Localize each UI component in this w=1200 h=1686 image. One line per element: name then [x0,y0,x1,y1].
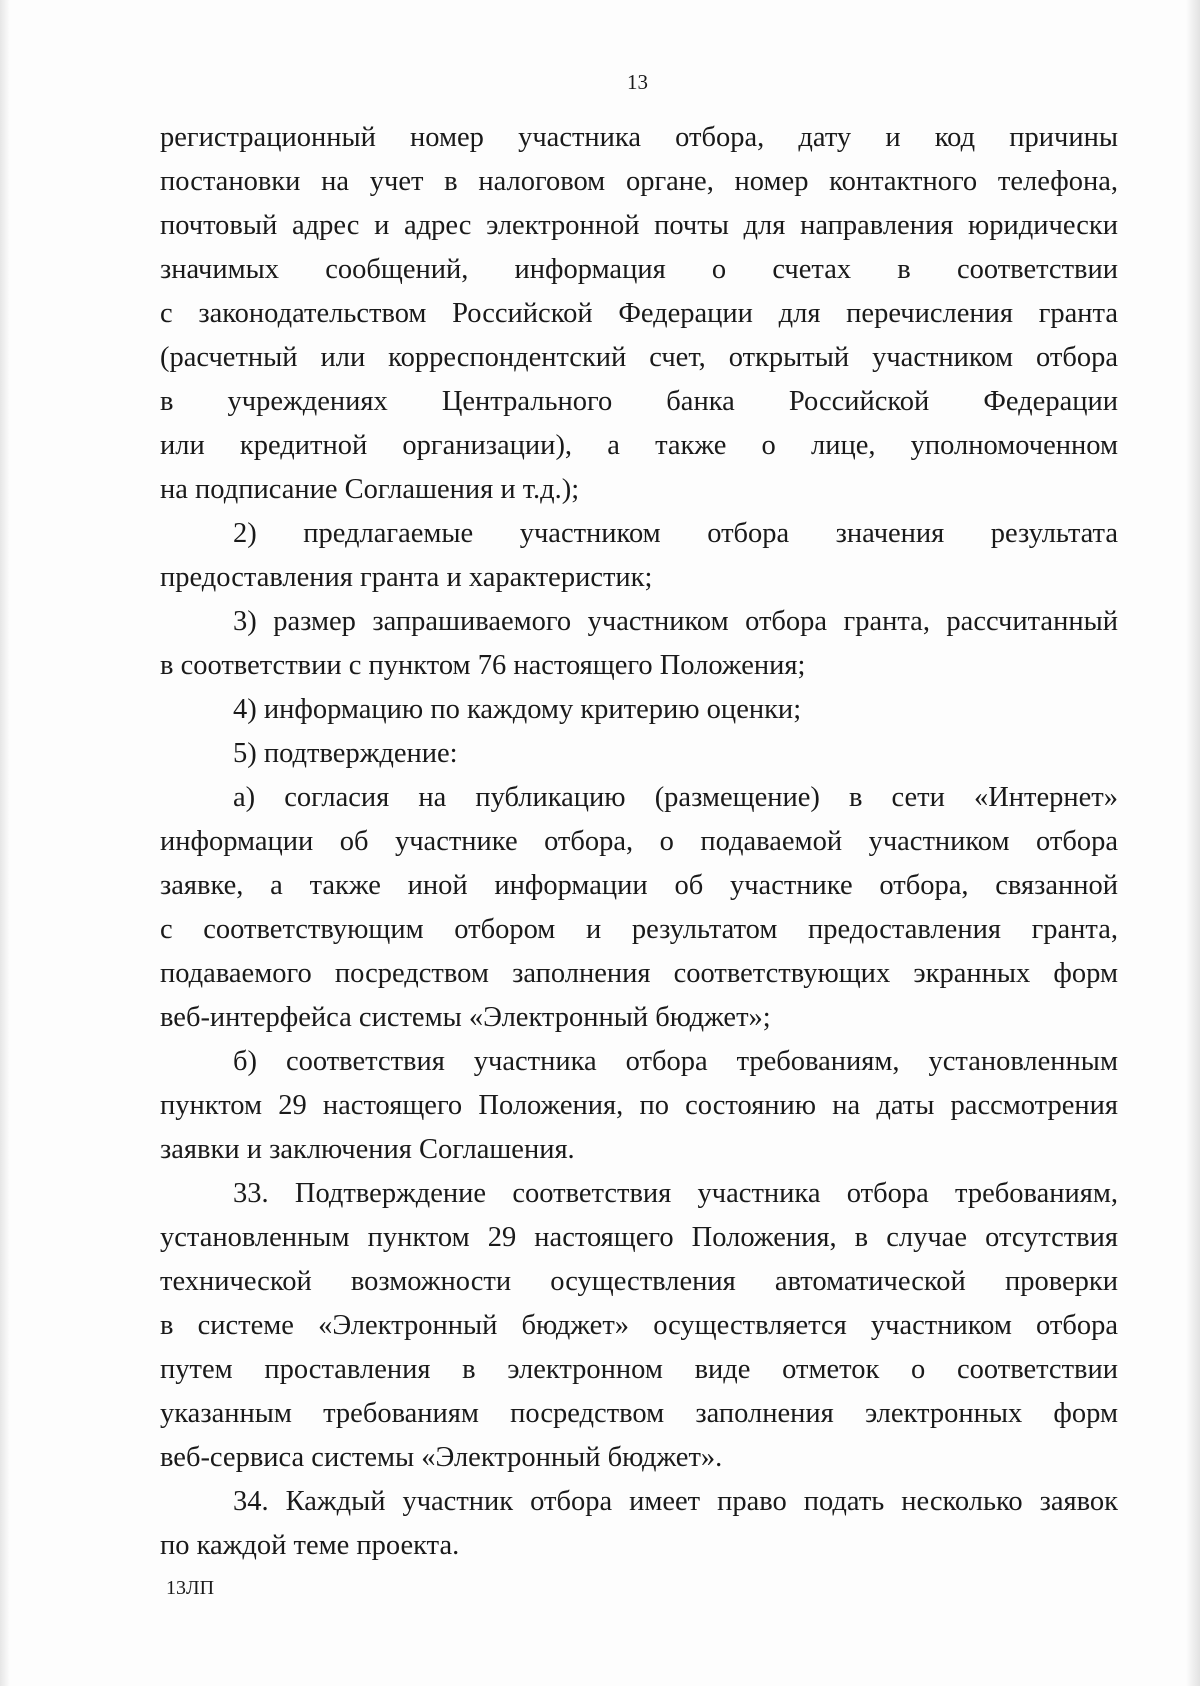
text-line: с соответствующим отбором и результатом предоставления гранта, [160,914,1118,945]
text-line: предоставления гранта и характеристик; [160,562,653,593]
text-line: постановки на учет в налоговом органе, номер контактного телефона, [160,166,1118,197]
text-line: 5) подтверждение: [233,738,458,769]
text-line: а) согласия на публикацию (размещение) в сети «Интернет» [233,782,1118,813]
text-line: 2) предлагаемые участником отбора значения результата [233,518,1118,549]
text-line: (расчетный или корреспондентский счет, открытый участником отбора [160,342,1118,373]
text-line: указанным требованиям посредством заполнения электронных форм [160,1398,1118,1429]
text-line: путем проставления в электронном виде отметок о соответствии [160,1354,1118,1385]
text-line: 4) информацию по каждому критерию оценки; [233,694,802,725]
text-line: подаваемого посредством заполнения соответствующих экранных форм [160,958,1118,989]
text-line: заявки и заключения Соглашения. [160,1134,575,1165]
text-line: технической возможности осуществления автоматической проверки [160,1266,1118,1297]
text-line: на подписание Соглашения и т.д.); [160,474,580,505]
text-line: 3) размер запрашиваемого участником отбора гранта, рассчитанный [233,606,1118,637]
text-line: установленным пунктом 29 настоящего Положения, в случае отсутствия [160,1222,1118,1253]
document-body [160,116,1118,1568]
text-line: 33. Подтверждение соответствия участника отбора требованиям, [233,1178,1118,1209]
text-line: веб-интерфейса системы «Электронный бюджет»; [160,1002,771,1033]
footer-document-code: 13ЛП [166,1577,215,1599]
text-line: регистрационный номер участника отбора, дату и код причины [160,122,1118,153]
page-number: 13 [627,70,648,94]
text-line: веб-сервиса системы «Электронный бюджет». [160,1442,723,1473]
text-line: по каждой теме проекта. [160,1530,460,1561]
text-line: в учреждениях Центрального банка Российской Федерации [160,386,1118,417]
text-line: заявке, а также иной информации об участнике отбора, связанной [160,870,1118,901]
text-line: б) соответствия участника отбора требованиям, установленным [233,1046,1118,1077]
text-line: в системе «Электронный бюджет» осуществляется участником отбора [160,1310,1118,1341]
text-line: с законодательством Российской Федерации для перечисления гранта [160,298,1118,329]
scan-edge-right [1186,0,1200,1686]
text-line: 34. Каждый участник отбора имеет право подать несколько заявок [233,1486,1118,1517]
text-line: почтовый адрес и адрес электронной почты для направления юридически [160,210,1118,241]
text-line: информации об участнике отбора, о подаваемой участником отбора [160,826,1118,857]
text-line: в соответствии с пунктом 76 настоящего Положения; [160,650,806,681]
text-line: пунктом 29 настоящего Положения, по состоянию на даты рассмотрения [160,1090,1118,1121]
text-line: значимых сообщений, информация о счетах в соответствии [160,254,1118,285]
scan-edge-left [0,0,10,1686]
text-line: или кредитной организации), а также о лице, уполномоченном [160,430,1118,461]
